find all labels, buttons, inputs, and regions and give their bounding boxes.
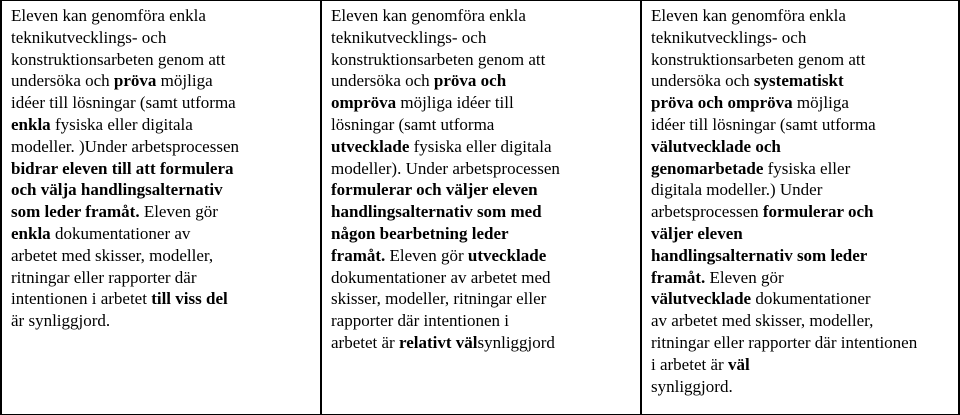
bold-phrase: välutvecklade och [651, 136, 781, 156]
text-line [651, 92, 950, 114]
text-run: Eleven kan genomföra enkla [331, 6, 526, 25]
text-line [331, 245, 632, 267]
bold-phrase: pröva och [433, 71, 507, 91]
text-line [331, 5, 632, 27]
text-line [331, 288, 632, 310]
text-line [331, 310, 632, 332]
text-line [651, 332, 950, 354]
criteria-cell-a [642, 1, 960, 414]
text-run: undersöka och [651, 71, 754, 91]
bold-phrase: till viss del [151, 289, 228, 309]
text-run: möjliga [792, 93, 849, 113]
bold-phrase: relativt väl [398, 332, 478, 352]
bold-phrase: framåt. [331, 245, 386, 265]
bold-phrase: formulerar och väljer eleven [331, 180, 538, 200]
text-line [331, 223, 632, 245]
bold-phrase: väljer eleven [651, 223, 743, 243]
text-run: fysiska eller [763, 158, 851, 178]
text-run: teknikutvecklings- och [651, 27, 807, 47]
bold-phrase: utvecklade [467, 245, 547, 265]
text-line [651, 27, 950, 49]
text-run: modeller). Under arbetsprocessen [331, 158, 560, 178]
text-run: Eleven kan genomföra enkla [11, 6, 206, 25]
text-line [651, 49, 950, 71]
text-run: arbetsprocessen [651, 202, 763, 222]
text-line [331, 267, 632, 289]
text-run: Eleven gör [385, 245, 468, 265]
text-run: Eleven kan genomföra enkla [651, 6, 846, 25]
text-run: synliggjord [477, 332, 555, 352]
text-run: undersöka och [331, 71, 434, 91]
bold-phrase: framåt. [651, 267, 706, 287]
bold-phrase: pröva [113, 71, 157, 91]
bold-phrase: ompröva [331, 93, 397, 113]
text-run: dokumentationer av arbetet med [331, 267, 551, 287]
text-line [11, 288, 312, 310]
bold-phrase: handlingsalternativ som leder [651, 245, 868, 265]
text-line [11, 70, 312, 92]
text-line [331, 332, 632, 354]
text-run: är synliggjord. [11, 311, 111, 331]
text-run: modeller. )Under arbetsprocessen [11, 136, 239, 156]
text-line [11, 114, 312, 136]
text-line [651, 376, 950, 398]
text-line [11, 92, 312, 114]
bold-phrase: som leder framåt. [11, 202, 140, 222]
text-run: digitala modeller.) Under [651, 180, 823, 200]
text-run: möjliga [156, 71, 213, 91]
text-run: skisser, modeller, ritningar eller [331, 289, 547, 309]
text-run: arbetet med skisser, modeller, [11, 245, 214, 265]
text-line [11, 136, 312, 158]
text-line [11, 310, 312, 332]
bold-phrase: bidrar eleven till att formulera [11, 158, 234, 178]
bold-phrase: genomarbetade [651, 158, 764, 178]
text-line [11, 158, 312, 180]
bold-phrase: formulerar och [762, 202, 874, 222]
text-line [651, 267, 950, 289]
text-line [331, 27, 632, 49]
text-run: undersöka och [11, 71, 114, 91]
text-run: intentionen i arbetet [11, 289, 152, 309]
text-line [11, 201, 312, 223]
text-line [331, 92, 632, 114]
text-run: synliggjord. [651, 376, 733, 396]
text-line [331, 179, 632, 201]
text-line [11, 179, 312, 201]
bold-phrase: systematiskt [753, 71, 844, 91]
text-run: av arbetet med skisser, modeller, [651, 311, 874, 331]
text-line [651, 201, 950, 223]
text-line [11, 5, 312, 27]
text-line [651, 70, 950, 92]
bold-phrase: enkla [11, 223, 51, 243]
bold-phrase: och välja handlingsalternativ [11, 180, 223, 200]
text-line [11, 223, 312, 245]
text-line [651, 158, 950, 180]
text-run: idéer till lösningar (samt utforma [11, 93, 236, 113]
bold-phrase: pröva och ompröva [651, 93, 793, 113]
text-line [651, 223, 950, 245]
text-run: konstruktionsarbeten genom att [11, 49, 226, 69]
text-line [331, 70, 632, 92]
text-run: konstruktionsarbeten genom att [331, 49, 546, 69]
text-run: dokumentationer [751, 289, 871, 309]
text-line [651, 179, 950, 201]
text-line [331, 114, 632, 136]
text-line [651, 114, 950, 136]
bold-phrase: välutvecklade [651, 289, 752, 309]
text-line [651, 310, 950, 332]
text-run: idéer till lösningar (samt utforma [651, 114, 876, 134]
criteria-cell-c [322, 1, 642, 414]
text-run: i arbetet är [651, 354, 728, 374]
text-line [331, 158, 632, 180]
text-run: ritningar eller rapporter där [11, 267, 197, 287]
bold-phrase: utvecklade [331, 136, 410, 156]
text-run: fysiska eller digitala [409, 136, 552, 156]
text-run: rapporter där intentionen i [331, 311, 509, 331]
text-line [11, 27, 312, 49]
text-run: lösningar (samt utforma [331, 114, 495, 134]
text-line [651, 136, 950, 158]
bold-phrase: någon bearbetning leder [331, 223, 509, 243]
criteria-cell-e [2, 1, 322, 414]
text-run: arbetet är [331, 332, 399, 352]
text-line [651, 354, 950, 376]
text-run: Eleven gör [139, 202, 218, 222]
text-run: konstruktionsarbeten genom att [651, 49, 866, 69]
bold-phrase: enkla [11, 114, 51, 134]
text-line [11, 245, 312, 267]
text-line [651, 5, 950, 27]
text-run: ritningar eller rapporter där intentionen [651, 332, 918, 352]
text-line [651, 245, 950, 267]
text-run: dokumentationer av [50, 223, 191, 243]
text-line [331, 49, 632, 71]
text-run: Eleven gör [705, 267, 784, 287]
text-line [331, 201, 632, 223]
text-line [651, 288, 950, 310]
text-run: fysiska eller digitala [50, 114, 193, 134]
text-run: möjliga idéer till [396, 93, 514, 113]
bold-phrase: väl [727, 354, 750, 374]
text-line [11, 49, 312, 71]
text-line [11, 267, 312, 289]
text-run: teknikutvecklings- och [331, 27, 487, 47]
text-line [331, 136, 632, 158]
bold-phrase: handlingsalternativ som med [331, 202, 542, 222]
text-run: teknikutvecklings- och [11, 27, 167, 47]
